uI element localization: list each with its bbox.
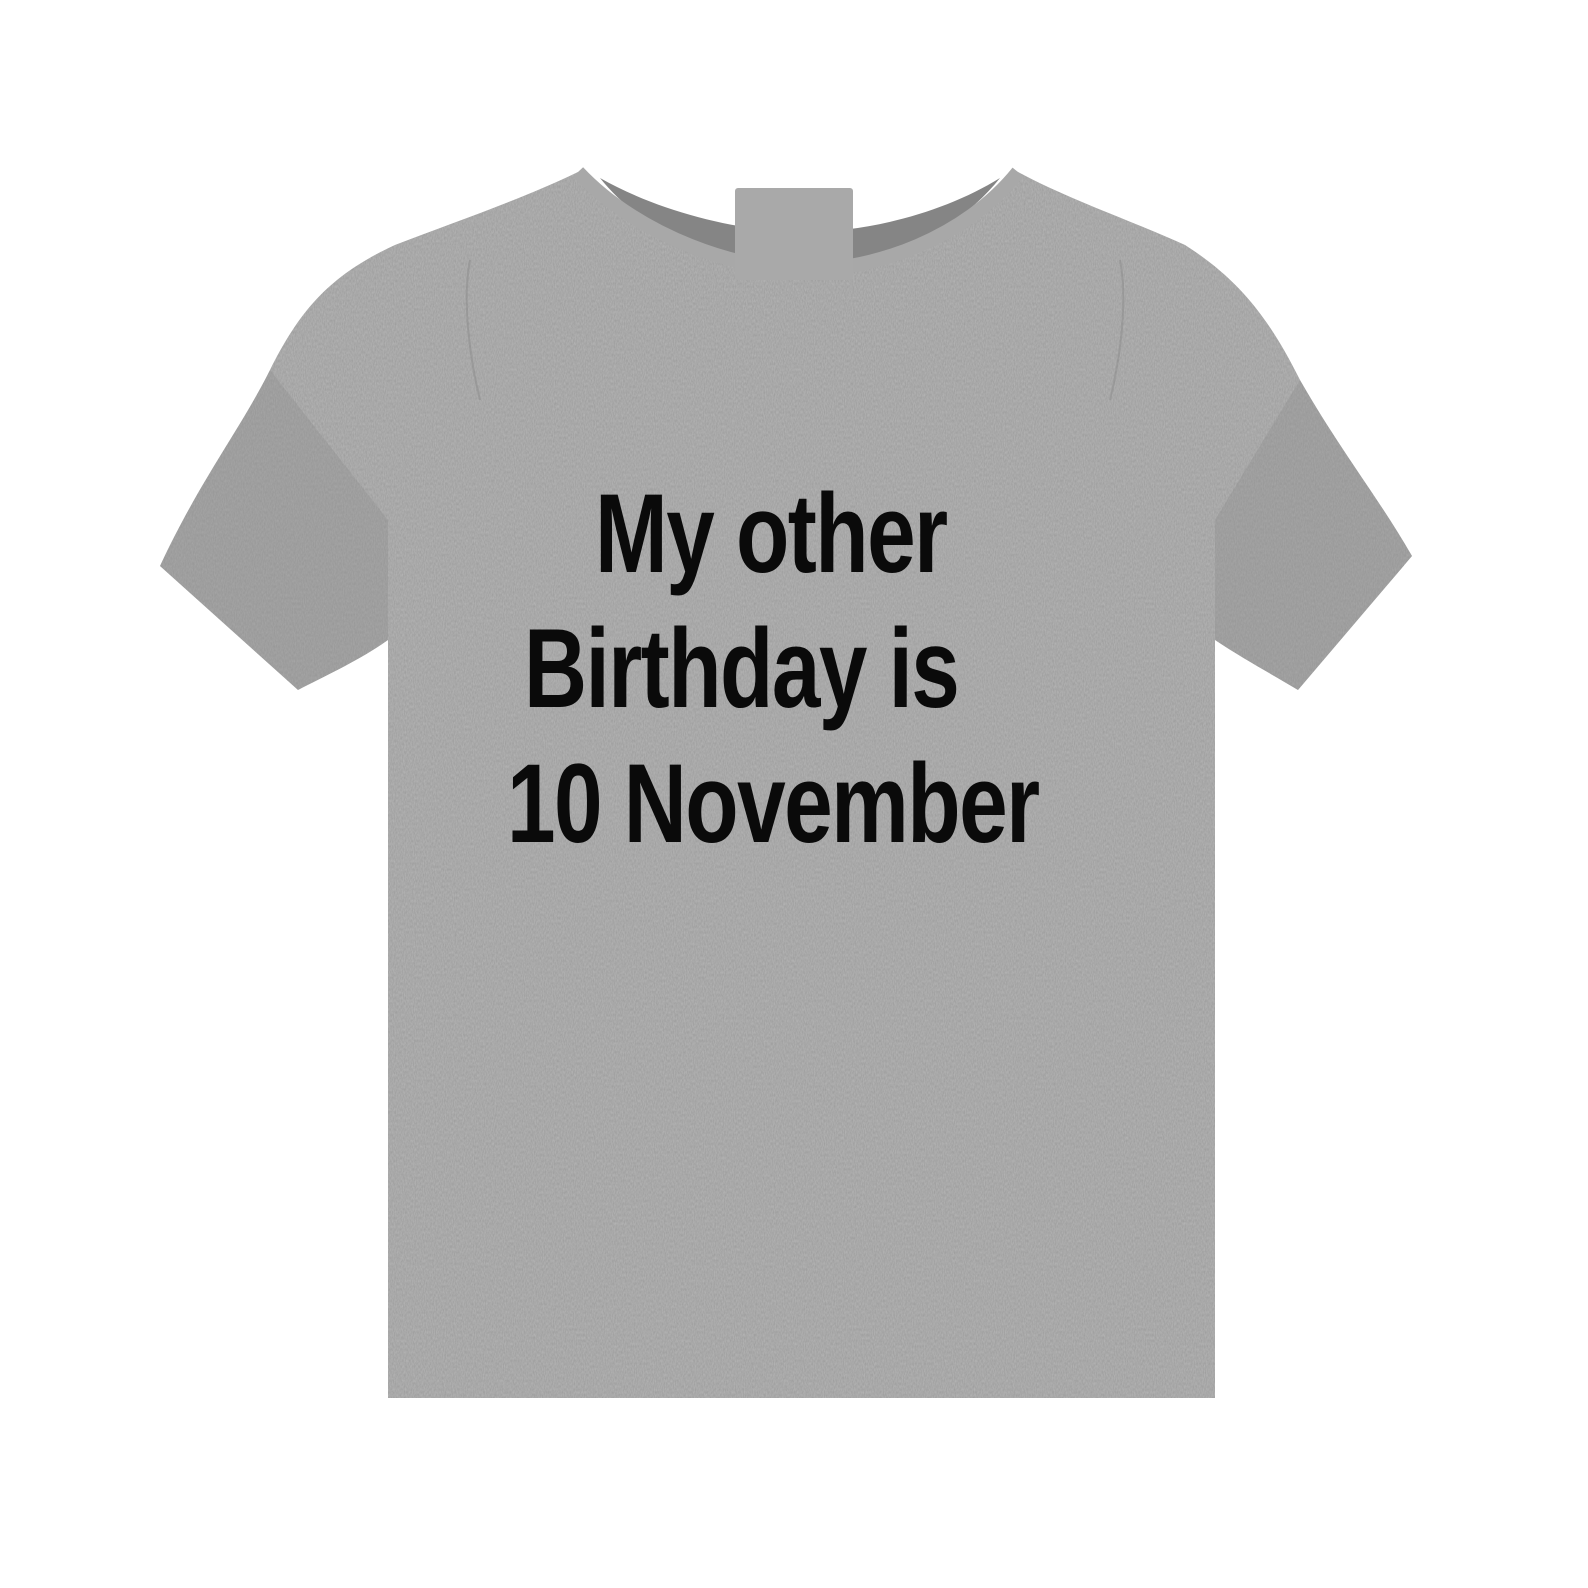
print-line-3: 10 November bbox=[507, 741, 1039, 866]
print-line-1: My other bbox=[595, 471, 947, 596]
print-line-2: Birthday is bbox=[524, 606, 959, 731]
neck-label bbox=[735, 188, 853, 280]
